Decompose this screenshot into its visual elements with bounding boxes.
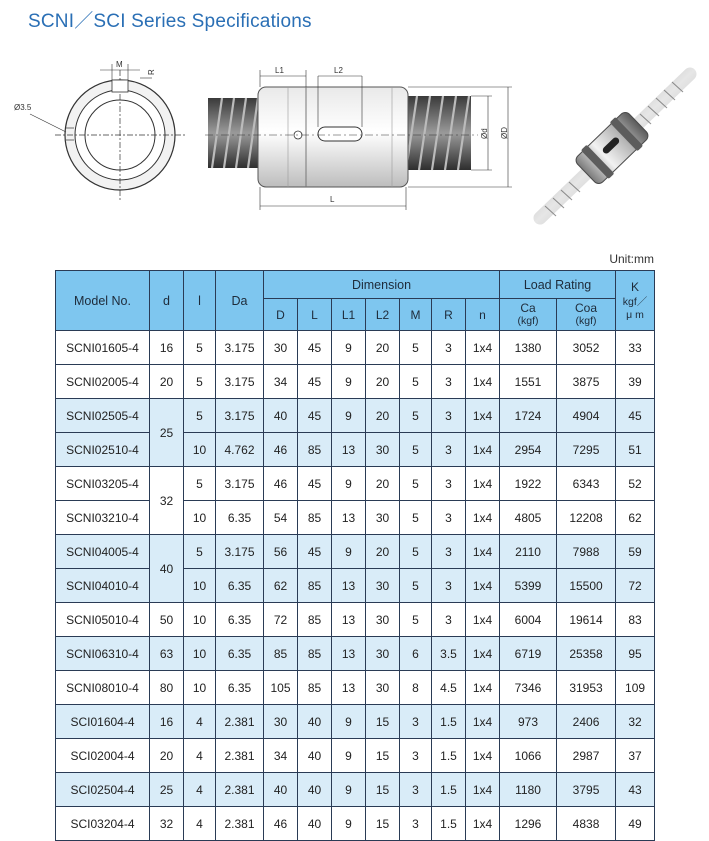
cell-l: 10	[184, 569, 216, 603]
cell-model: SCNI06310-4	[56, 637, 150, 671]
specifications-table	[55, 270, 655, 841]
cell-l: 45	[298, 535, 332, 569]
cell-da: 2.381	[216, 773, 264, 807]
cell-model: SCI02004-4	[56, 739, 150, 773]
cell-l1: 13	[332, 671, 366, 705]
cell-coa: 25358	[557, 637, 616, 671]
cell-r: 1.5	[432, 739, 466, 773]
table-row	[56, 739, 655, 773]
header-dimension: Dimension	[264, 271, 500, 299]
table-row	[56, 637, 655, 671]
cell-ca: 1066	[500, 739, 557, 773]
cell-l2: 15	[366, 739, 400, 773]
cell-n: 1x4	[466, 569, 500, 603]
header-dim-L: L	[298, 299, 332, 331]
cell-n: 1x4	[466, 467, 500, 501]
cell-n: 1x4	[466, 637, 500, 671]
cell-ca: 1724	[500, 399, 557, 433]
cell-model: SCNI04010-4	[56, 569, 150, 603]
cell-l: 5	[184, 467, 216, 501]
cell-m: 5	[400, 569, 432, 603]
cell-m: 5	[400, 365, 432, 399]
cell-m: 3	[400, 705, 432, 739]
cell-m: 6	[400, 637, 432, 671]
header-ca-unit: (kgf)	[517, 315, 539, 327]
cell-l: 4	[184, 807, 216, 841]
cell-model: SCI01604-4	[56, 705, 150, 739]
cell-l: 5	[184, 365, 216, 399]
cell-k: 83	[616, 603, 655, 637]
header-dim-L2: L2	[366, 299, 400, 331]
cell-da: 6.35	[216, 637, 264, 671]
cell-n: 1x4	[466, 807, 500, 841]
cell-n: 1x4	[466, 399, 500, 433]
cell-m: 5	[400, 331, 432, 365]
cell-l: 40	[298, 807, 332, 841]
cell-coa: 2987	[557, 739, 616, 773]
cell-ca: 1296	[500, 807, 557, 841]
cell-l: 85	[298, 603, 332, 637]
cell-coa: 3052	[557, 331, 616, 365]
table-row	[56, 705, 655, 739]
cell-n: 1x4	[466, 705, 500, 739]
cell-da: 3.175	[216, 535, 264, 569]
product-photo	[540, 74, 690, 218]
cell-n: 1x4	[466, 433, 500, 467]
cell-model: SCI03204-4	[56, 807, 150, 841]
cell-l: 4	[184, 705, 216, 739]
header-dim-R: R	[432, 299, 466, 331]
cell-n: 1x4	[466, 603, 500, 637]
dim-l1-label: L1	[275, 66, 284, 75]
cell-k: 43	[616, 773, 655, 807]
cell-model: SCNI02510-4	[56, 433, 150, 467]
header-k-symbol: K	[631, 280, 640, 294]
header-ca-label: Ca	[520, 301, 536, 315]
cell-d: 40	[264, 399, 298, 433]
cell-k: 52	[616, 467, 655, 501]
cell-k: 72	[616, 569, 655, 603]
cell-r: 1.5	[432, 773, 466, 807]
header-dim-L1: L1	[332, 299, 366, 331]
cell-l2: 20	[366, 399, 400, 433]
table-row	[56, 807, 655, 841]
cell-l2: 20	[366, 331, 400, 365]
cell-da: 3.175	[216, 331, 264, 365]
cell-ca: 2954	[500, 433, 557, 467]
dim-hole-label: Ø3.5	[14, 103, 32, 112]
cell-da: 2.381	[216, 705, 264, 739]
cell-l2: 30	[366, 637, 400, 671]
cell-l1: 9	[332, 807, 366, 841]
cell-m: 3	[400, 739, 432, 773]
cell-r: 3	[432, 399, 466, 433]
cell-d: 46	[264, 807, 298, 841]
cell-model: SCNI02005-4	[56, 365, 150, 399]
cell-d: 85	[264, 637, 298, 671]
cell-k: 109	[616, 671, 655, 705]
cell-d: 80	[150, 671, 184, 705]
header-load-rating: Load Rating	[500, 271, 616, 299]
cell-l: 85	[298, 637, 332, 671]
cell-d: 40	[264, 773, 298, 807]
header-coa-label: Coa	[575, 301, 598, 315]
cell-d: 20	[150, 365, 184, 399]
cell-k: 45	[616, 399, 655, 433]
cell-l: 45	[298, 331, 332, 365]
table-row	[56, 671, 655, 705]
cell-r: 3	[432, 365, 466, 399]
header-d: d	[150, 271, 184, 331]
cell-l2: 30	[366, 433, 400, 467]
cell-n: 1x4	[466, 535, 500, 569]
header-dim-n: n	[466, 299, 500, 331]
cell-l: 10	[184, 433, 216, 467]
cell-d: 62	[264, 569, 298, 603]
cell-m: 5	[400, 399, 432, 433]
cell-da: 6.35	[216, 671, 264, 705]
cell-r: 3.5	[432, 637, 466, 671]
cell-k: 51	[616, 433, 655, 467]
cell-l1: 9	[332, 705, 366, 739]
cell-k: 59	[616, 535, 655, 569]
table-row	[56, 467, 655, 501]
cell-l: 45	[298, 365, 332, 399]
dim-l2-label: L2	[334, 66, 343, 75]
header-l: l	[184, 271, 216, 331]
cell-coa: 3795	[557, 773, 616, 807]
cell-l1: 9	[332, 365, 366, 399]
cell-r: 3	[432, 535, 466, 569]
header-coa	[557, 299, 616, 331]
cell-d: 46	[264, 433, 298, 467]
cell-coa: 4838	[557, 807, 616, 841]
table-row	[56, 603, 655, 637]
cell-n: 1x4	[466, 739, 500, 773]
cell-k: 37	[616, 739, 655, 773]
cell-m: 5	[400, 433, 432, 467]
cell-da: 6.35	[216, 501, 264, 535]
end-view-drawing	[14, 60, 185, 200]
dim-d-label: Ød	[480, 128, 489, 139]
cell-d: 40	[150, 535, 184, 603]
cell-r: 3	[432, 331, 466, 365]
cell-l: 40	[298, 773, 332, 807]
cell-ca: 1922	[500, 467, 557, 501]
cell-d: 32	[150, 467, 184, 535]
cell-l: 45	[298, 467, 332, 501]
cell-r: 4.5	[432, 671, 466, 705]
dim-outer-d-label: ØD	[500, 127, 509, 139]
cell-m: 8	[400, 671, 432, 705]
cell-ca: 973	[500, 705, 557, 739]
cell-l: 45	[298, 399, 332, 433]
cell-d: 34	[264, 739, 298, 773]
cell-ca: 5399	[500, 569, 557, 603]
header-model: Model No.	[56, 271, 150, 331]
cell-l: 40	[298, 739, 332, 773]
cell-ca: 7346	[500, 671, 557, 705]
cell-d: 72	[264, 603, 298, 637]
table-row	[56, 433, 655, 467]
cell-coa: 31953	[557, 671, 616, 705]
cell-ca: 6004	[500, 603, 557, 637]
cell-m: 5	[400, 535, 432, 569]
cell-d: 30	[264, 331, 298, 365]
cell-n: 1x4	[466, 501, 500, 535]
specifications-table-body	[56, 331, 655, 841]
header-dim-D: D	[264, 299, 298, 331]
cell-l1: 9	[332, 399, 366, 433]
cell-coa: 2406	[557, 705, 616, 739]
cell-coa: 12208	[557, 501, 616, 535]
page-title: SCNI／SCI Series Specifications	[28, 11, 312, 32]
cell-k: 33	[616, 331, 655, 365]
cell-l: 4	[184, 773, 216, 807]
cell-l2: 30	[366, 603, 400, 637]
table-row	[56, 773, 655, 807]
cell-ca: 6719	[500, 637, 557, 671]
cell-l1: 9	[332, 535, 366, 569]
cell-k: 62	[616, 501, 655, 535]
cell-l2: 15	[366, 807, 400, 841]
cell-l: 5	[184, 331, 216, 365]
cell-l2: 30	[366, 569, 400, 603]
cell-l2: 20	[366, 365, 400, 399]
cell-d: 56	[264, 535, 298, 569]
cell-d: 105	[264, 671, 298, 705]
cell-l: 10	[184, 637, 216, 671]
cell-l: 85	[298, 501, 332, 535]
cell-m: 3	[400, 807, 432, 841]
cell-da: 3.175	[216, 399, 264, 433]
cell-coa: 4904	[557, 399, 616, 433]
cell-da: 2.381	[216, 739, 264, 773]
cell-d: 16	[150, 331, 184, 365]
cell-l1: 13	[332, 637, 366, 671]
cell-d: 54	[264, 501, 298, 535]
cell-l2: 15	[366, 705, 400, 739]
cell-l: 10	[184, 671, 216, 705]
table-row	[56, 399, 655, 433]
cell-model: SCNI03205-4	[56, 467, 150, 501]
cell-d: 34	[264, 365, 298, 399]
cell-da: 2.381	[216, 807, 264, 841]
dim-m-label: M	[116, 60, 123, 69]
cell-d: 30	[264, 705, 298, 739]
cell-l1: 9	[332, 331, 366, 365]
cell-l2: 20	[366, 535, 400, 569]
cell-l: 85	[298, 569, 332, 603]
cell-da: 6.35	[216, 603, 264, 637]
cell-m: 5	[400, 603, 432, 637]
cell-l2: 30	[366, 671, 400, 705]
cell-coa: 7295	[557, 433, 616, 467]
cell-model: SCNI01605-4	[56, 331, 150, 365]
cell-r: 1.5	[432, 807, 466, 841]
cell-d: 16	[150, 705, 184, 739]
table-row	[56, 535, 655, 569]
header-k-unit-1: kgf／	[622, 296, 648, 308]
cell-l2: 30	[366, 501, 400, 535]
cell-d: 25	[150, 773, 184, 807]
cell-ca: 1380	[500, 331, 557, 365]
cell-l: 10	[184, 501, 216, 535]
cell-d: 20	[150, 739, 184, 773]
cell-l: 5	[184, 399, 216, 433]
cell-l1: 9	[332, 467, 366, 501]
table-row	[56, 569, 655, 603]
table-row	[56, 331, 655, 365]
header-coa-unit: (kgf)	[575, 315, 597, 327]
cell-model: SCNI03210-4	[56, 501, 150, 535]
cell-l2: 20	[366, 467, 400, 501]
cell-k: 32	[616, 705, 655, 739]
cell-coa: 6343	[557, 467, 616, 501]
cell-k: 49	[616, 807, 655, 841]
cell-da: 3.175	[216, 365, 264, 399]
cell-m: 5	[400, 467, 432, 501]
cell-l: 85	[298, 433, 332, 467]
cell-l: 10	[184, 603, 216, 637]
header-da: Da	[216, 271, 264, 331]
cell-da: 6.35	[216, 569, 264, 603]
cell-d: 32	[150, 807, 184, 841]
cell-da: 3.175	[216, 467, 264, 501]
cell-model: SCNI05010-4	[56, 603, 150, 637]
cell-l1: 9	[332, 739, 366, 773]
cell-l1: 13	[332, 569, 366, 603]
cell-l: 85	[298, 671, 332, 705]
cell-da: 4.762	[216, 433, 264, 467]
cell-r: 3	[432, 603, 466, 637]
cell-l1: 13	[332, 501, 366, 535]
cell-m: 3	[400, 773, 432, 807]
table-row	[56, 501, 655, 535]
cell-r: 3	[432, 501, 466, 535]
cell-n: 1x4	[466, 671, 500, 705]
cell-model: SCNI04005-4	[56, 535, 150, 569]
cell-model: SCNI02505-4	[56, 399, 150, 433]
cell-l1: 9	[332, 773, 366, 807]
dim-r-label: R	[147, 69, 156, 75]
cell-l: 4	[184, 739, 216, 773]
cell-l1: 13	[332, 433, 366, 467]
cell-r: 3	[432, 467, 466, 501]
header-k-unit-2: μ m	[626, 309, 644, 321]
cell-k: 95	[616, 637, 655, 671]
cell-model: SCNI08010-4	[56, 671, 150, 705]
cell-n: 1x4	[466, 365, 500, 399]
unit-label: Unit:mm	[609, 252, 654, 266]
header-dim-M: M	[400, 299, 432, 331]
cell-l2: 15	[366, 773, 400, 807]
cell-ca: 2110	[500, 535, 557, 569]
cell-ca: 1551	[500, 365, 557, 399]
cell-d: 63	[150, 637, 184, 671]
cell-coa: 15500	[557, 569, 616, 603]
cell-ca: 1180	[500, 773, 557, 807]
technical-drawings	[0, 40, 709, 240]
cell-d: 46	[264, 467, 298, 501]
cell-r: 3	[432, 569, 466, 603]
side-view-drawing	[205, 66, 512, 210]
cell-k: 39	[616, 365, 655, 399]
cell-r: 1.5	[432, 705, 466, 739]
cell-l1: 13	[332, 603, 366, 637]
dim-l-label: L	[330, 195, 335, 204]
cell-model: SCI02504-4	[56, 773, 150, 807]
cell-coa: 19614	[557, 603, 616, 637]
table-row	[56, 365, 655, 399]
cell-r: 3	[432, 433, 466, 467]
cell-coa: 7988	[557, 535, 616, 569]
cell-coa: 3875	[557, 365, 616, 399]
cell-l: 5	[184, 535, 216, 569]
cell-d: 25	[150, 399, 184, 467]
header-k	[616, 271, 655, 331]
cell-l: 40	[298, 705, 332, 739]
header-ca	[500, 299, 557, 331]
cell-n: 1x4	[466, 773, 500, 807]
cell-m: 5	[400, 501, 432, 535]
cell-n: 1x4	[466, 331, 500, 365]
cell-ca: 4805	[500, 501, 557, 535]
cell-d: 50	[150, 603, 184, 637]
